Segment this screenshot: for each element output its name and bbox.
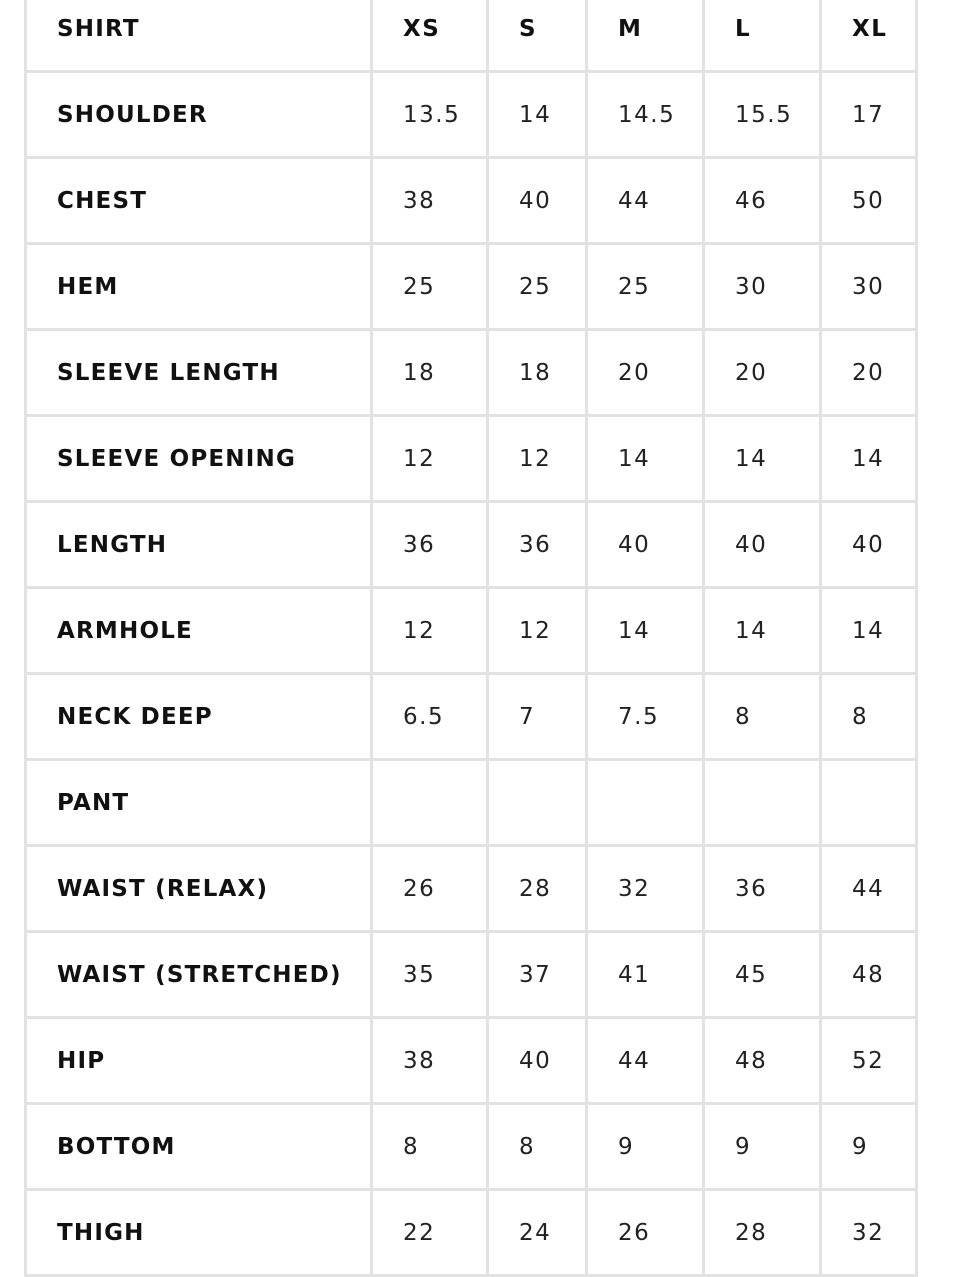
cell-value: 14.5 <box>588 73 702 156</box>
cell-value: 8 <box>822 675 915 758</box>
row-label: BOTTOM <box>27 1105 370 1188</box>
table-row <box>27 159 915 242</box>
cell-value: 15.5 <box>705 73 819 156</box>
cell-value: 26 <box>588 1191 702 1274</box>
table-row <box>27 73 915 156</box>
cell-value: 32 <box>822 1191 915 1274</box>
cell-value: 12 <box>373 417 486 500</box>
cell-value: 44 <box>588 1019 702 1102</box>
cell-value: 40 <box>489 1019 585 1102</box>
cell-value: 13.5 <box>373 73 486 156</box>
row-label: LENGTH <box>27 503 370 586</box>
row-label: HIP <box>27 1019 370 1102</box>
cell-value: 9 <box>822 1105 915 1188</box>
cell-value: 14 <box>588 417 702 500</box>
cell-value: 44 <box>588 159 702 242</box>
cell-value: 30 <box>822 245 915 328</box>
header-size-xs: XS <box>373 0 486 70</box>
cell-value <box>588 761 702 844</box>
cell-value: 9 <box>588 1105 702 1188</box>
cell-value: 18 <box>489 331 585 414</box>
cell-value: 41 <box>588 933 702 1016</box>
cell-value: 50 <box>822 159 915 242</box>
cell-value: 24 <box>489 1191 585 1274</box>
table-row <box>27 1105 915 1188</box>
cell-value: 14 <box>822 589 915 672</box>
cell-value: 46 <box>705 159 819 242</box>
cell-value: 48 <box>822 933 915 1016</box>
row-label: WAIST (STRETCHED) <box>27 933 370 1016</box>
header-size-xl: XL <box>822 0 915 70</box>
cell-value: 25 <box>489 245 585 328</box>
cell-value: 40 <box>588 503 702 586</box>
cell-value <box>822 761 915 844</box>
cell-value: 22 <box>373 1191 486 1274</box>
cell-value: 14 <box>705 417 819 500</box>
cell-value: 38 <box>373 1019 486 1102</box>
cell-value: 45 <box>705 933 819 1016</box>
size-chart-table <box>24 0 918 1277</box>
table-row <box>27 331 915 414</box>
row-label: CHEST <box>27 159 370 242</box>
cell-value: 36 <box>489 503 585 586</box>
table-row <box>27 847 915 930</box>
cell-value: 44 <box>822 847 915 930</box>
cell-value: 28 <box>489 847 585 930</box>
cell-value: 25 <box>588 245 702 328</box>
row-label: NECK DEEP <box>27 675 370 758</box>
cell-value: 12 <box>489 417 585 500</box>
table-row <box>27 675 915 758</box>
cell-value: 14 <box>822 417 915 500</box>
cell-value: 8 <box>373 1105 486 1188</box>
cell-value: 18 <box>373 331 486 414</box>
cell-value: 14 <box>588 589 702 672</box>
table-row <box>27 245 915 328</box>
table-row <box>27 1019 915 1102</box>
cell-value: 17 <box>822 73 915 156</box>
cell-value: 20 <box>588 331 702 414</box>
cell-value: 20 <box>822 331 915 414</box>
header-size-m: M <box>588 0 702 70</box>
cell-value: 26 <box>373 847 486 930</box>
cell-value: 14 <box>489 73 585 156</box>
cell-value: 32 <box>588 847 702 930</box>
cell-value: 36 <box>705 847 819 930</box>
cell-value: 7.5 <box>588 675 702 758</box>
cell-value: 7 <box>489 675 585 758</box>
cell-value: 12 <box>489 589 585 672</box>
cell-value: 14 <box>705 589 819 672</box>
cell-value: 25 <box>373 245 486 328</box>
cell-value: 28 <box>705 1191 819 1274</box>
row-label: THIGH <box>27 1191 370 1274</box>
cell-value: 35 <box>373 933 486 1016</box>
size-chart-body <box>27 0 915 1274</box>
table-row <box>27 503 915 586</box>
table-row <box>27 933 915 1016</box>
cell-value: 36 <box>373 503 486 586</box>
cell-value: 48 <box>705 1019 819 1102</box>
cell-value: 6.5 <box>373 675 486 758</box>
row-label: SHOULDER <box>27 73 370 156</box>
cell-value: 40 <box>705 503 819 586</box>
cell-value <box>489 761 585 844</box>
cell-value: 40 <box>489 159 585 242</box>
row-label: HEM <box>27 245 370 328</box>
cell-value: 12 <box>373 589 486 672</box>
row-label: SLEEVE OPENING <box>27 417 370 500</box>
header-size-s: S <box>489 0 585 70</box>
cell-value <box>373 761 486 844</box>
cell-value: 37 <box>489 933 585 1016</box>
header-row <box>27 0 915 70</box>
section-row-pant <box>27 761 915 844</box>
table-row <box>27 417 915 500</box>
section-label: PANT <box>27 761 370 844</box>
cell-value: 9 <box>705 1105 819 1188</box>
cell-value: 38 <box>373 159 486 242</box>
row-label: WAIST (RELAX) <box>27 847 370 930</box>
row-label: ARMHOLE <box>27 589 370 672</box>
cell-value: 40 <box>822 503 915 586</box>
row-label: SLEEVE LENGTH <box>27 331 370 414</box>
cell-value <box>705 761 819 844</box>
cell-value: 30 <box>705 245 819 328</box>
cell-value: 20 <box>705 331 819 414</box>
header-label-cell: SHIRT <box>27 0 370 70</box>
cell-value: 8 <box>489 1105 585 1188</box>
header-size-l: L <box>705 0 819 70</box>
table-row <box>27 589 915 672</box>
table-row <box>27 1191 915 1274</box>
cell-value: 8 <box>705 675 819 758</box>
cell-value: 52 <box>822 1019 915 1102</box>
